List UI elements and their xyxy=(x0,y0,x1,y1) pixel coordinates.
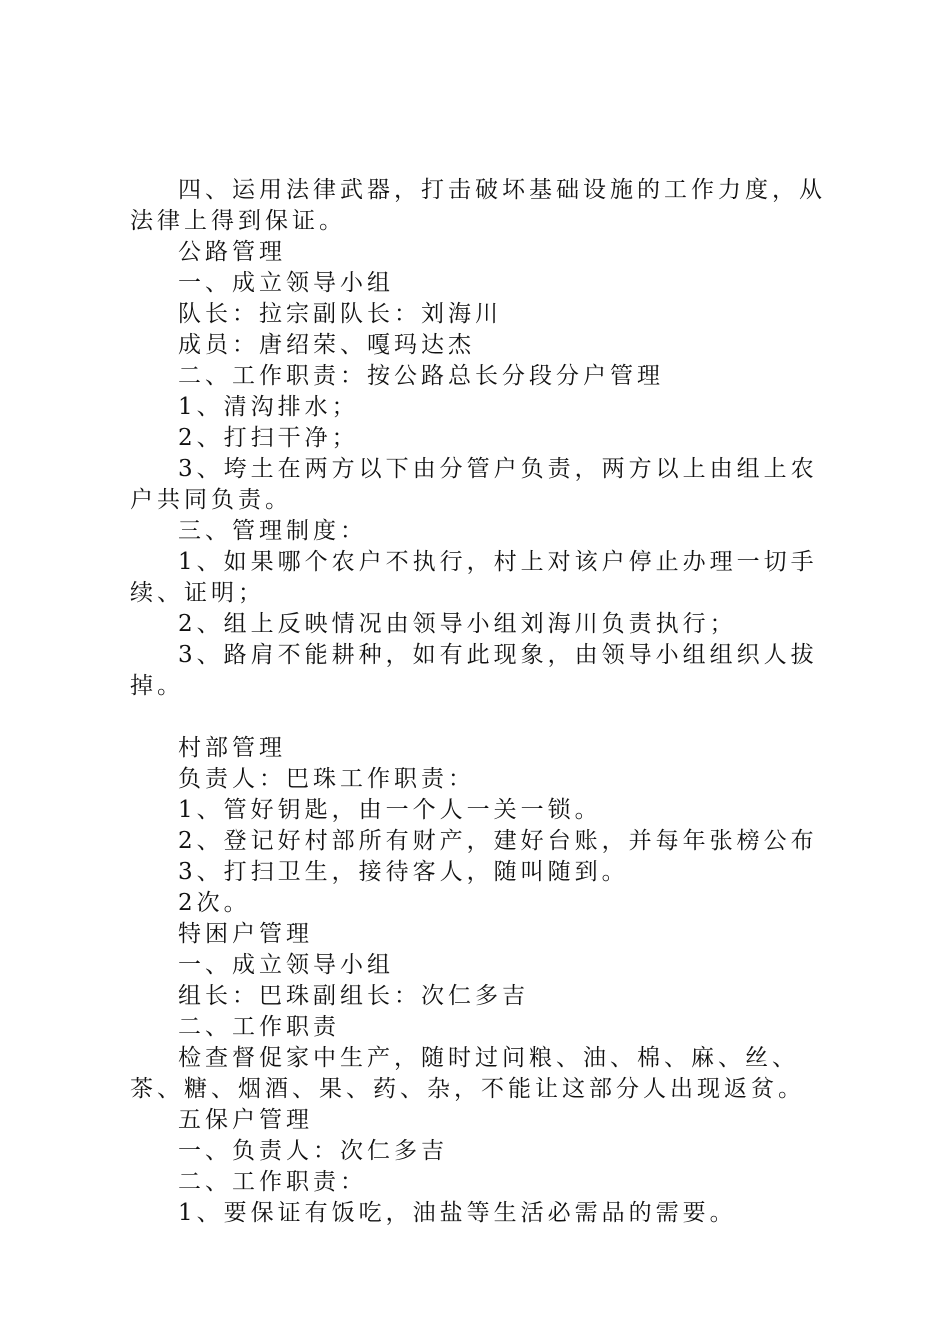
poor-duties-heading: 二、工作职责 xyxy=(178,1014,340,1040)
document-body xyxy=(130,175,830,1229)
paragraph-legal-weapons: 四、运用法律武器，打击破坏基础设施的工作力度，从法律上得到保证。 xyxy=(130,177,826,234)
road-captain-line: 队长：拉宗副队长：刘海川 xyxy=(178,301,502,327)
poor-duty-text: 检查督促家中生产，随时过问粮、油、棉、麻、丝、茶、糖、烟酒、果、药、杂，不能让这部分人出现返贫。 xyxy=(130,1045,805,1102)
road-item-leading-group: 一、成立领导小组 xyxy=(178,270,394,296)
village-responsible-line: 负责人：巴珠工作职责： xyxy=(178,766,475,792)
blank-line xyxy=(130,702,830,733)
village-times-line: 2次。 xyxy=(178,890,251,916)
village-duty-1: 1、管好钥匙，由一个人一关一锁。 xyxy=(178,797,602,823)
road-duties-heading: 二、工作职责：按公路总长分段分户管理 xyxy=(178,363,664,389)
road-duty-2: 2、打扫干净； xyxy=(178,425,359,451)
village-duty-2: 2、登记好村部所有财产，建好台账，并每年张榜公布 xyxy=(178,828,818,854)
road-rule-3: 3、路肩不能耕种，如有此现象，由领导小组组织人拔掉。 xyxy=(130,642,818,699)
road-rule-1: 1、如果哪个农户不执行，村上对该户停止办理一切手续、证明； xyxy=(130,549,818,606)
heading-village-office: 村部管理 xyxy=(178,735,286,761)
road-duty-1: 1、清沟排水； xyxy=(178,394,359,420)
heading-road-management: 公路管理 xyxy=(178,239,286,265)
heading-poor-households: 特困户管理 xyxy=(178,921,313,947)
village-duty-3: 3、打扫卫生，接待客人，随叫随到。 xyxy=(178,859,629,885)
poor-leader-line: 组长：巴珠副组长：次仁多吉 xyxy=(178,983,529,1009)
heading-five-guarantee: 五保户管理 xyxy=(178,1107,313,1133)
five-guarantee-duties-heading: 二、工作职责： xyxy=(178,1169,367,1195)
road-rule-2: 2、组上反映情况由领导小组刘海川负责执行； xyxy=(178,611,737,637)
five-guarantee-responsible: 一、负责人：次仁多吉 xyxy=(178,1138,448,1164)
five-guarantee-duty-1: 1、要保证有饭吃，油盐等生活必需品的需要。 xyxy=(178,1200,737,1226)
road-rules-heading: 三、管理制度： xyxy=(178,518,367,544)
poor-item-leading-group: 一、成立领导小组 xyxy=(178,952,394,978)
road-duty-3: 3、垮土在两方以下由分管户负责，两方以上由组上农户共同负责。 xyxy=(130,456,818,513)
road-members-line: 成员：唐绍荣、嘎玛达杰 xyxy=(178,332,475,358)
